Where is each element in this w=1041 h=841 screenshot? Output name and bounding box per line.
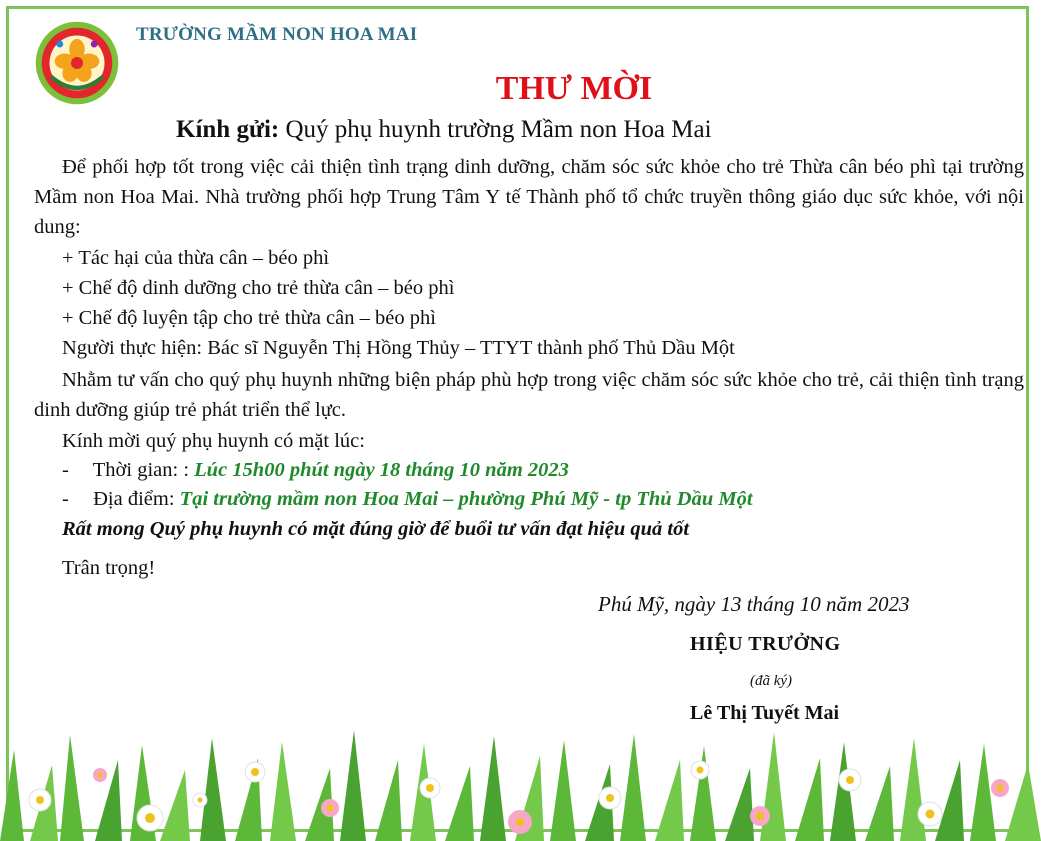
signed-note: (đã ký) xyxy=(750,673,793,689)
salutation-lead: Kính gửi: xyxy=(176,116,280,143)
invite-line: Kính mời quý phụ huynh có mặt lúc: xyxy=(62,430,365,452)
time-bullet: - xyxy=(62,459,69,481)
time-line xyxy=(62,455,569,485)
appeal-line: Rất mong Quý phụ huynh có mặt đúng giờ để buổi tư vấn đạt hiệu quả tốt xyxy=(62,518,690,540)
salutation-recipient: Quý phụ huynh trường Mầm non Hoa Mai xyxy=(285,116,712,143)
location-value: Tại trường mầm non Hoa Mai – phường Phú Mỹ - tp Thủ Dầu Một xyxy=(179,488,753,510)
presenter-line: Người thực hiện: Bác sĩ Nguyễn Thị Hồng Thủy – TTYT thành phố Thủ Dầu Một xyxy=(62,337,735,359)
topic-item: + Chế độ luyện tập cho trẻ thừa cân – béo phì xyxy=(62,307,436,329)
signer-title: HIỆU TRƯỞNG xyxy=(690,633,841,655)
topic-item: + Chế độ dinh dưỡng cho trẻ thừa cân – béo phì xyxy=(62,277,455,299)
location-bullet: - xyxy=(62,488,69,510)
time-value: Lúc 15h00 phút ngày 18 tháng 10 năm 2023 xyxy=(194,459,569,481)
intro-paragraph: Để phối hợp tốt trong việc cải thiện tình trạng dinh dưỡng, chăm sóc sức khỏe cho trẻ Thừa cân béo phì tại trường Mầm non Hoa Mai. Nhà trường phối hợp Trung Tâm Y tế Thành phố tổ chức truyền thông giáo dục sức khỏe, với nội dung: xyxy=(34,156,1024,238)
grass-flowers-decoration xyxy=(0,730,1041,841)
topic-item: + Tác hại của thừa cân – béo phì xyxy=(62,247,330,269)
signer-name: Lê Thị Tuyết Mai xyxy=(690,702,840,724)
location-line xyxy=(62,484,753,514)
location-label: Địa điểm: xyxy=(93,488,175,510)
place-date: Phú Mỹ, ngày 13 tháng 10 năm 2023 xyxy=(598,592,910,616)
time-label: Thời gian: : xyxy=(92,459,190,481)
advise-paragraph: Nhằm tư vấn cho quý phụ huynh những biện pháp phù hợp trong việc chăm sóc sức khỏe cho trẻ, cải thiện tình trạng dinh dưỡng giúp trẻ phát triển thể lực. xyxy=(34,369,1024,421)
salutation xyxy=(176,116,712,144)
closing-line: Trân trọng! xyxy=(62,557,156,579)
page-title: THƯ MỜI xyxy=(495,70,653,107)
school-name: TRƯỜNG MẦM NON HOA MAI xyxy=(136,24,418,45)
